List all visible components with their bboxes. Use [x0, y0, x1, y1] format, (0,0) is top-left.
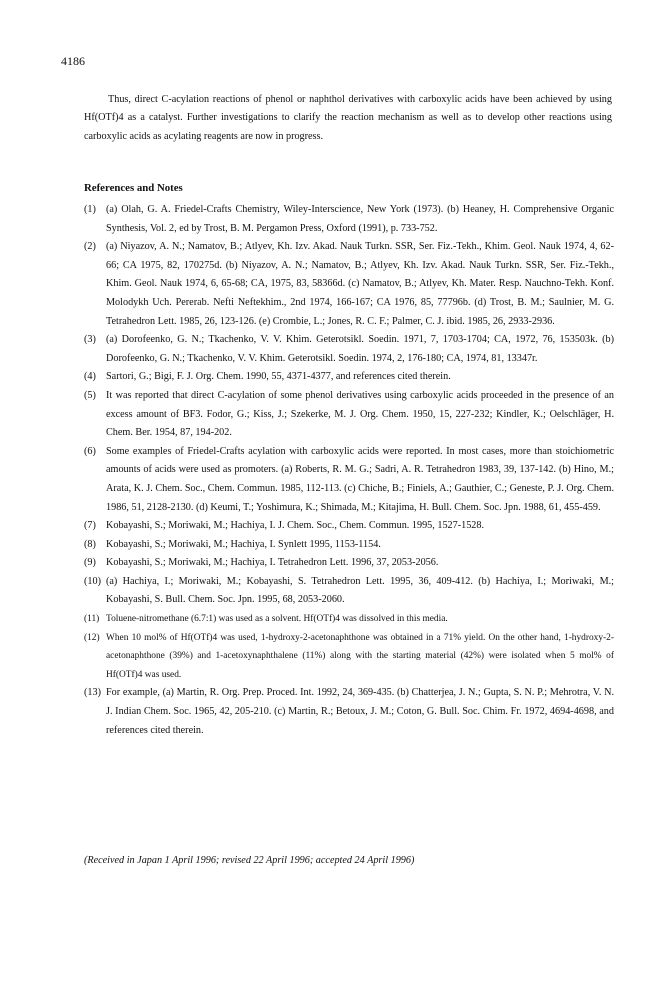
references-heading: References and Notes — [84, 182, 183, 194]
reference-text: Sartori, G.; Bigi, F. J. Org. Chem. 1990, 55, 4371-4377, and references cited therein. — [106, 371, 451, 383]
reference-item — [84, 387, 614, 443]
reference-number: (12) — [84, 632, 100, 643]
reference-number: (7) — [84, 520, 96, 532]
reference-text: (a) Dorofeenko, G. N.; Tkachenko, V. V. Khim. Geterotsikl. Soedin. 1971, 7, 1703-1704; CA, 1972, 76, 153503k. (b) Dorofeenko, G. N.; Tkachenko, V. V. Khim. Geterotsikl. Soedin. 1974, 2, 176-180; CA, 1974, 81, 13347r. — [106, 334, 614, 364]
received-dates — [84, 855, 414, 866]
reference-text: Kobayashi, S.; Moriwaki, M.; Hachiya, I. J. Chem. Soc., Chem. Commun. 1995, 1527-1528. — [106, 520, 485, 532]
reference-item — [84, 517, 614, 536]
reference-text: When 10 mol% of Hf(OTf)4 was used, 1-hydroxy-2-acetonaphthone was obtained in a 71% yield. On the other hand, 1-hydroxy-2-acetonaphthone (39%) and 1-acetoxynaphthalene (11%) along with the starting material (42%) were isolated when 5 mol% of Hf(OTf)4 was used. — [106, 632, 614, 680]
references-list — [84, 201, 614, 740]
reference-number: (3) — [84, 334, 96, 346]
reference-number: (2) — [84, 241, 96, 253]
reference-item — [84, 554, 614, 573]
reference-item — [84, 201, 614, 238]
reference-item — [84, 238, 614, 331]
received-line: (Received in Japan 1 April 1996; revised 22 April 1996; accepted 24 April 1996) — [84, 855, 415, 866]
intro-paragraph: Thus, direct C-acylation reactions of phenol or naphthol derivatives with carboxylic acids have been achieved by using Hf(OTf)4 as a catalyst. Further investigations to clarify the reaction mechanism as well as to develop other reactions using carboxylic acids as acylating reagents are now in progress. — [84, 94, 612, 142]
reference-number: (1) — [84, 204, 96, 215]
page-number: 4186 — [61, 54, 85, 68]
reference-number: (5) — [84, 389, 96, 401]
reference-text: Toluene-nitromethane (6.7:1) was used as a solvent. Hf(OTf)4 was dissolved in this media. — [106, 614, 448, 625]
reference-number: (11) — [84, 614, 100, 625]
reference-text: For example, (a) Martin, R. Org. Prep. Proced. Int. 1992, 24, 369-435. (b) Chatterjea, J. N.; Gupta, S. N. P.; Mehrotra, V. N. J. Indian Chem. Soc. 1965, 42, 205-210. (c) Martin, R.; Betoux, J. M.; Coton, G. Bull. Soc. Chim. Fr. 1972, 4694-4698, and references cited therein. — [106, 687, 614, 736]
reference-text: (a) Hachiya, I.; Moriwaki, M.; Kobayashi, S. Tetrahedron Lett. 1995, 36, 409-412. (b) Hachiya, I.; Moriwaki, M.; Kobayashi, S. Bull. Chem. Soc. Jpn. 1995, 68, 2053-2060. — [106, 575, 614, 606]
reference-item — [84, 536, 614, 555]
reference-item — [84, 610, 614, 629]
reference-number: (6) — [84, 445, 96, 457]
reference-text: (a) Niyazov, A. N.; Namatov, B.; Atlyev, Kh. Izv. Akad. Nauk Turkn. SSR, Ser. Fiz.-Tekh., Khim. Geol. Nauk 1974, 4, 62-66; CA 1975, 82, 170275d. (b) Niyazov, A. N.; Namatov, B.; Atlyev, Kh. Izv. Akad. Nauk Turkn. SSR, Ser. Fiz.-Tekh., Khim. Geol. Nauk 1974, 6, 65-68; CA, 1975, 83, 58366d. (c) Namatov, B.; Atlyev, Kh. Mater. Resp. Nauchno-Tekh. Konf. Molodykh Uch. Pererab. Nefti Neftekhim., 2nd 1974, 166-167; CA 1976, 85, 77796b. (d) Trost, B. M.; Saulnier, M. G. Tetrahedron Lett. 1985, 26, 123-126. (e) Crombie, L.; Jones, R. C. F.; Palmer, C. J. ibid. 1985, 26, 2933-2936. — [106, 241, 614, 327]
reference-item — [84, 331, 614, 368]
reference-text: Kobayashi, S.; Moriwaki, M.; Hachiya, I. Tetrahedron Lett. 1996, 37, 2053-2056. — [106, 557, 439, 569]
reference-text: (a) Olah, G. A. Friedel-Crafts Chemistry, Wiley-Interscience, New York (1973). (b) Heaney, H. Comprehensive Organic Synthesis, Vol. 2, ed by Trost, B. M. Pergamon Press, Oxford (1991), p. 733-752. — [106, 204, 614, 234]
reference-item — [84, 573, 614, 610]
reference-item — [84, 629, 614, 685]
reference-text: Some examples of Friedel-Crafts acylation with carboxylic acids were reported. In most cases, more than stoichiometric amounts of acids were used as promoters. (a) Roberts, R. M. G.; Sadri, A. R. Tetrahedron 1983, 39, 137-142. (b) Hino, M.; Arata, K. J. Chem. Soc., Chem. Commun. 1985, 112-113. (c) Chiche, B.; Finiels, A.; Gauthier, C.; Geneste, P. J. Org. Chem. 1986, 51, 2128-2130. (d) Keumi, T.; Yoshimura, K.; Shimada, M.; Kitajima, H. Bull. Chem. Soc. Jpn. 1988, 61, 455-459. — [106, 445, 614, 513]
reference-number: (8) — [84, 538, 96, 550]
reference-text: It was reported that direct C-acylation of some phenol derivatives using carboxylic acids proceeded in the presence of an excess amount of BF3. Fodor, G.; Kiss, J.; Szekerke, M. J. Org. Chem. 1950, 15, 227-232; Kindler, K.; Oelschläger, H. Chem. Ber. 1954, 87, 194-202. — [106, 389, 614, 439]
reference-item — [84, 684, 614, 740]
reference-number: (4) — [84, 371, 96, 383]
reference-item — [84, 443, 614, 517]
reference-number: (13) — [84, 687, 101, 699]
reference-item — [84, 368, 614, 387]
reference-number: (10) — [84, 575, 101, 587]
reference-text: Kobayashi, S.; Moriwaki, M.; Hachiya, I. Synlett 1995, 1153-1154. — [106, 538, 381, 550]
reference-number: (9) — [84, 557, 96, 569]
